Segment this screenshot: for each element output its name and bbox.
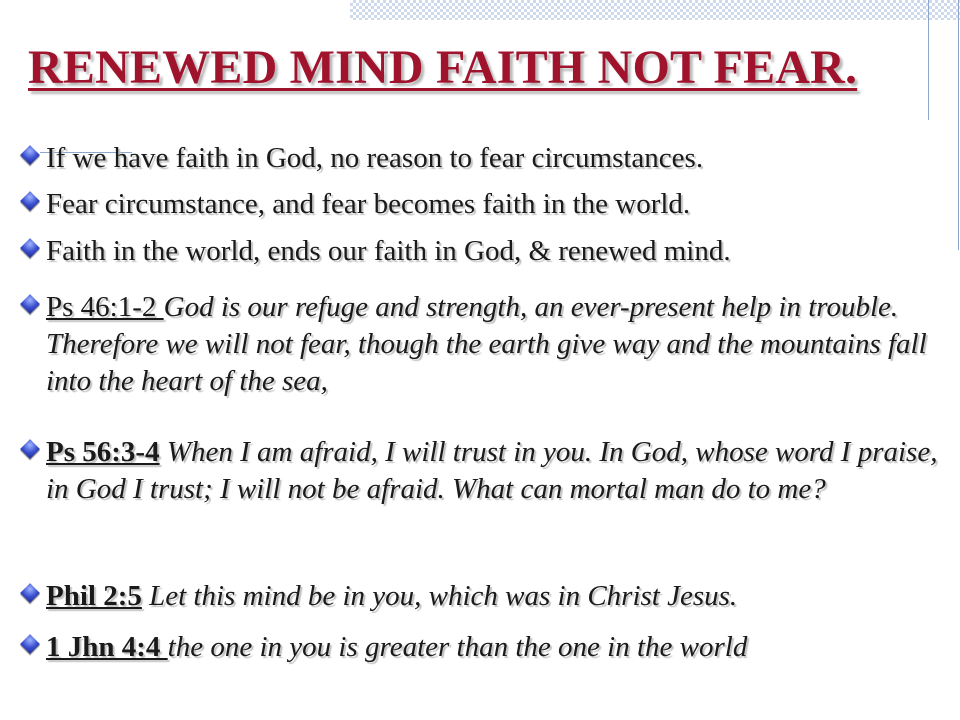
scripture-quote: the one in you is greater than the one in the world: [167, 631, 748, 663]
bullet-item: [18, 629, 953, 666]
bullet-text: [46, 629, 953, 666]
bullet-item: [18, 578, 953, 615]
scripture-reference: Ps 56:3-4: [46, 436, 160, 468]
diamond-bullet-icon: [20, 294, 40, 314]
bullet-text: Faith in the world, ends our faith in God, & renewed mind.: [46, 235, 731, 267]
scripture-quote: God is our refuge and strength, an ever-present help in trouble. Therefore we will not fear, though the earth give way and the mountains fall into the heart of the sea,: [46, 291, 927, 397]
scripture-reference: Ps 46:1-2: [46, 291, 164, 323]
scripture-quote: When I am afraid, I will trust in you. In God, whose word I praise, in God I trust; I will not be afraid. What can mortal man do to me?: [46, 436, 938, 505]
bullet-item: [18, 434, 953, 508]
diamond-bullet-icon: [20, 583, 40, 603]
bullet-item: [18, 140, 953, 177]
diamond-bullet-icon: [20, 439, 40, 459]
bullet-text: [46, 434, 953, 508]
diamond-bullet-icon: [20, 634, 40, 654]
scripture-reference: Phil 2:5: [46, 580, 142, 612]
bullet-item: [18, 233, 953, 270]
diamond-bullet-icon: [20, 238, 40, 258]
bullet-text: [46, 289, 953, 400]
bullet-item: [18, 186, 953, 223]
scripture-reference: 1 Jhn 4:4: [46, 631, 168, 663]
slide-title: RENEWED MIND FAITH NOT FEAR.: [28, 41, 858, 94]
bullet-text: Fear circumstance, and fear becomes faith in the world.: [46, 188, 691, 220]
bullet-text: [46, 578, 953, 615]
diamond-bullet-icon: [20, 145, 40, 165]
diamond-bullet-icon: [20, 191, 40, 211]
scripture-quote: Let this mind be in you, which was in Christ Jesus.: [141, 580, 738, 612]
bullet-item: [18, 289, 953, 400]
bullet-text: If we have faith in God, no reason to fear circumstances.: [46, 142, 704, 174]
